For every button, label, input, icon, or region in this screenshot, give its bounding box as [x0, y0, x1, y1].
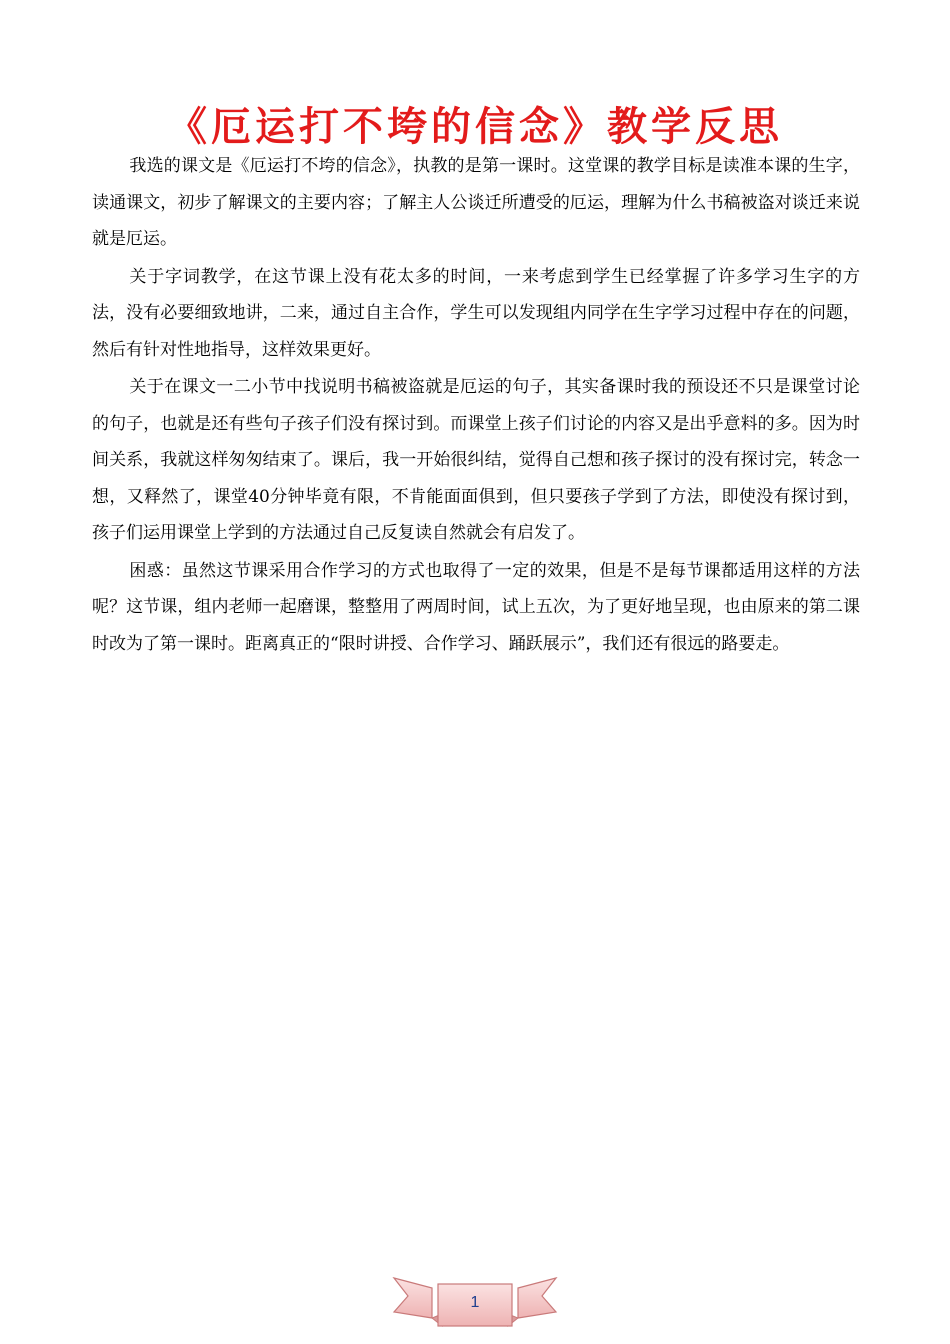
- paragraph-discussion: 关于在课文一二小节中找说明书稿被盗就是厄运的句子，其实备课时我的预设还不只是课堂讨论的句子，也就是还有些句子孩子们没有探讨到。而课堂上孩子们讨论的内容又是出乎意料的多。因为时间关系，我就这样匆匆结束了。课后，我一开始很纠结，觉得自己想和孩子探讨的没有探讨完，转念一想，又释然了，课堂40分钟毕竟有限，不肯能面面俱到，但只要孩子学到了方法，即使没有探讨到，孩子们运用课堂上学到的方法通过自己反复读自然就会有启发了。: [92, 377, 860, 543]
- page-footer: [392, 1270, 558, 1332]
- document-body: [92, 148, 860, 663]
- page-number: 1: [470, 1294, 480, 1311]
- document-title: 《厄运打不垮的信念》教学反思: [167, 104, 783, 150]
- paragraph-vocabulary: 关于字词教学，在这节课上没有花太多的时间，一来考虑到学生已经掌握了许多学习生字的方法，没有必要细致地讲，二来，通过自主合作，学生可以发现组内同学在生字学习过程中存在的问题，然后有针对性地指导，这样效果更好。: [92, 266, 860, 360]
- paragraph-confusion: 困惑：虽然这节课采用合作学习的方式也取得了一定的效果，但是不是每节课都适用这样的方法呢？这节课，组内老师一起磨课，整整用了两周时间，试上五次，为了更好地呈现，也由原来的第二课时改为了第一课时。距离真正的“限时讲授、合作学习、踊跃展示”，我们还有很远的路要走。: [92, 560, 860, 654]
- paragraph-intro: 我选的课文是《厄运打不垮的信念》，执教的是第一课时。这堂课的教学目标是读准本课的生字，读通课文，初步了解课文的主要内容；了解主人公谈迁所遭受的厄运，理解为什么书稿被盗对谈迁来说就是厄运。: [92, 156, 860, 249]
